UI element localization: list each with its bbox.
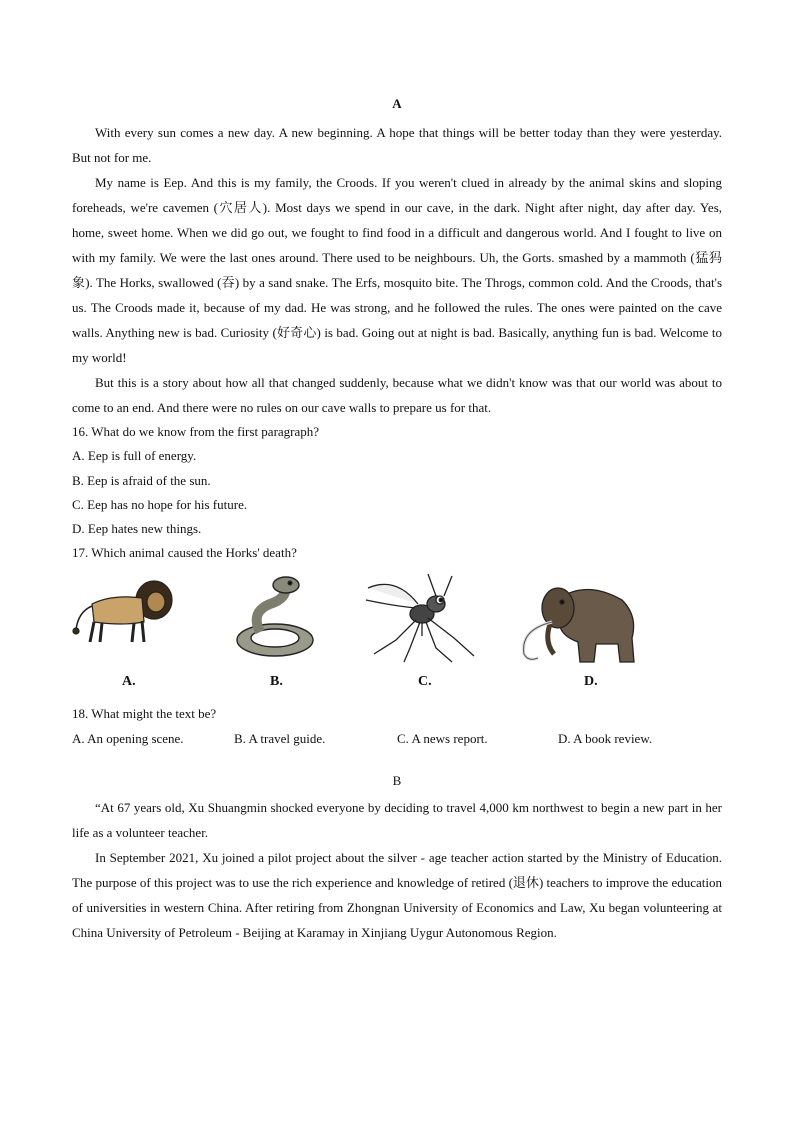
option-d-label: D. [584, 673, 598, 689]
passage-b-paragraph-2: In September 2021, Xu joined a pilot project about the silver - age teacher action started by the Ministry of Education. The purpose of this project was to use the rich experience and knowledge of retired (退休) teachers to improve the education of universities in western China. After retiring from Zhongnan University of Economics and Law, Xu began volunteering at China University of Petroleum - Beijing at Karamay in Xinjiang Uygur Autonomous Region. [72, 850, 722, 941]
question-16 [72, 420, 722, 541]
option-c-label: C. [418, 673, 432, 689]
mosquito-icon [356, 570, 480, 666]
lion-icon [72, 576, 182, 646]
passage-a-title: A [392, 96, 402, 111]
exam-page [72, 96, 722, 945]
question-16-option-a: A. Eep is full of energy. [72, 448, 197, 464]
passage-b-title: B [392, 773, 402, 789]
passage-a-paragraph-3: But this is a story about how all that changed suddenly, because what we didn't know was that our world was about to come to an end. And there were no rules on our cave walls to prepare us for that. [72, 375, 722, 415]
question-18-option-c: C. A news report. [397, 731, 488, 747]
question-18-option-a: A. An opening scene. [72, 731, 184, 747]
question-18-options [72, 726, 722, 751]
question-18-option-d: D. A book review. [558, 731, 653, 747]
passage-b-paragraph-1: “At 67 years old, Xu Shuangmin shocked everyone by deciding to travel 4,000 km northwest to begin a new part in her life as a volunteer teacher. [72, 800, 722, 841]
question-16-option-b: B. Eep is afraid of the sun. [72, 472, 211, 488]
question-17-pictures [72, 570, 722, 710]
question-18-option-b: B. A travel guide. [234, 731, 326, 747]
passage-a-paragraph-1: With every sun comes a new day. A new beginning. A hope that things will be better today than they were yesterday. But not for me. [72, 125, 722, 165]
question-16-option-c: C. Eep has no hope for his future. [72, 496, 248, 512]
question-18-stem: 18. What might the text be? [72, 705, 217, 721]
option-a-label: A. [122, 673, 136, 689]
question-17 [72, 541, 722, 565]
mammoth-icon [514, 572, 646, 668]
question-16-stem: 16. What do we know from the first paragraph? [72, 424, 320, 439]
snake-icon [230, 572, 320, 662]
option-b-label: B. [270, 673, 283, 689]
passage-a-paragraph-2: My name is Eep. And this is my family, the Croods. If you weren't clued in already by the animal skins and sloping foreheads, we're cavemen (穴居人). Most days we spend in our cave, in the dark. Night after night, day after day. Yes, home, sweet home. When we did go out, we fought to find food in a difficult and dangerous world. And I fought to live on with my family. We were the last ones around. There used to be neighbours. Uh, the Gorts. smashed by a mammoth (猛犸象). The Horks, swallowed (吞) by a sand snake. The Erfs, mosquito bite. The Throgs, common cold. And the Croods, that's us. The Croods made it, because of my dad. He was strong, and he followed the rules. The ones were painted on the cave walls. Anything new is bad. Curiosity (好奇心) is bad. Going out at night is bad. Basically, anything fun is bad. Welcome to my world! [72, 175, 722, 365]
question-17-stem: 17. Which animal caused the Horks' death? [72, 545, 297, 561]
question-16-option-d: D. Eep hates new things. [72, 521, 202, 537]
